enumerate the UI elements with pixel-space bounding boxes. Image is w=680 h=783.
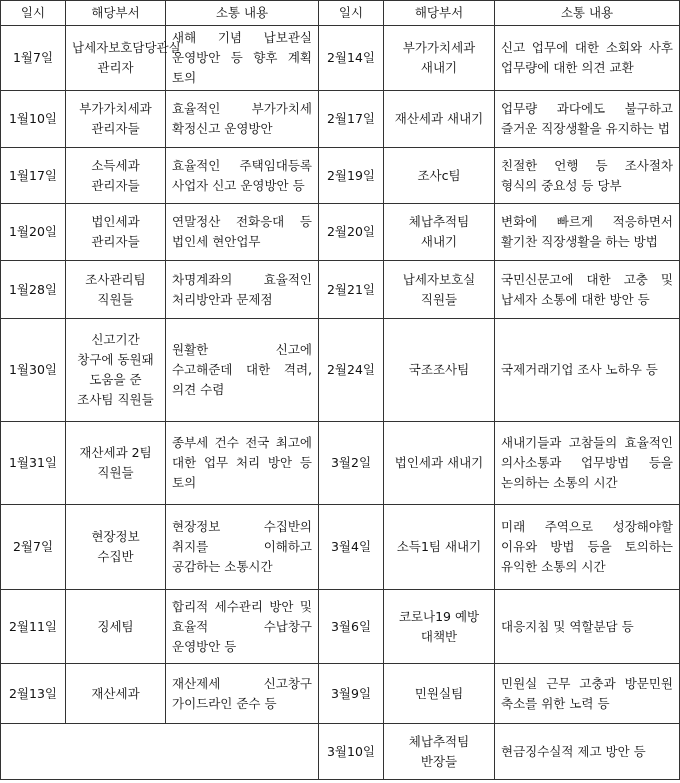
table-row <box>1 590 680 664</box>
content-cell: 효율적인 부가가치세 확정신고 운영방안 <box>166 91 319 148</box>
date-cell: 2월17일 <box>319 91 384 148</box>
table-row <box>1 319 680 422</box>
content-cell: 대응지침 및 역할분담 등 <box>495 590 680 664</box>
table-row <box>1 261 680 319</box>
department-cell: 체납추적팀 반장들 <box>384 724 495 780</box>
date-cell: 3월10일 <box>319 724 384 780</box>
content-cell: 새내기들과 고참들의 효율적인 의사소통과 업무방법 등을 논의하는 소통의 시간 <box>495 422 680 505</box>
header-content: 소통 내용 <box>495 1 680 26</box>
date-cell: 2월24일 <box>319 319 384 422</box>
department-cell: 민원실팀 <box>384 664 495 724</box>
date-cell: 3월9일 <box>319 664 384 724</box>
content-cell: 친절한 언행 등 조사절차 형식의 중요성 등 당부 <box>495 148 680 204</box>
date-cell: 1월20일 <box>1 204 66 261</box>
header-content: 소통 내용 <box>166 1 319 26</box>
date-cell: 1월7일 <box>1 26 66 91</box>
table-row <box>1 505 680 590</box>
department-cell: 재산세과 <box>66 664 166 724</box>
department-cell: 법인세과 새내기 <box>384 422 495 505</box>
content-cell: 민원실 근무 고충과 방문민원 축소를 위한 노력 등 <box>495 664 680 724</box>
department-cell: 납세자보호실 직원들 <box>384 261 495 319</box>
header-row <box>1 1 680 26</box>
date-cell: 2월13일 <box>1 664 66 724</box>
table-row <box>1 148 680 204</box>
content-cell: 현금징수실적 제고 방안 등 <box>495 724 680 780</box>
department-cell: 국조조사팀 <box>384 319 495 422</box>
department-cell: 조사c팀 <box>384 148 495 204</box>
date-cell: 1월17일 <box>1 148 66 204</box>
date-cell: 3월4일 <box>319 505 384 590</box>
date-cell: 2월20일 <box>319 204 384 261</box>
department-cell: 코로나19 예방 대책반 <box>384 590 495 664</box>
department-cell: 납세자보호담당관실 관리자 <box>66 26 166 91</box>
content-cell: 원활한 신고에 수고해준데 대한 격려, 의견 수렴 <box>166 319 319 422</box>
department-cell: 신고기간 창구에 동원돼 도움을 준 조사팀 직원들 <box>66 319 166 422</box>
content-cell: 업무량 과다에도 불구하고 즐거운 직장생활을 유지하는 법 <box>495 91 680 148</box>
content-cell: 효율적인 주택임대등록 사업자 신고 운영방안 등 <box>166 148 319 204</box>
date-cell: 3월2일 <box>319 422 384 505</box>
header-date: 일시 <box>1 1 66 26</box>
content-cell: 종부세 건수 전국 최고에 대한 업무 처리 방안 등 토의 <box>166 422 319 505</box>
content-cell: 변화에 빠르게 적응하면서 활기찬 직장생활을 하는 방법 <box>495 204 680 261</box>
date-cell: 2월21일 <box>319 261 384 319</box>
department-cell: 소득세과 관리자들 <box>66 148 166 204</box>
date-cell: 2월14일 <box>319 26 384 91</box>
header-department: 해당부서 <box>66 1 166 26</box>
department-cell: 법인세과 관리자들 <box>66 204 166 261</box>
content-cell: 미래 주역으로 성장해야할 이유와 방법 등을 토의하는 유익한 소통의 시간 <box>495 505 680 590</box>
table-row <box>1 724 680 780</box>
date-cell: 2월7일 <box>1 505 66 590</box>
date-cell: 3월6일 <box>319 590 384 664</box>
table-row <box>1 204 680 261</box>
header-date: 일시 <box>319 1 384 26</box>
content-cell: 합리적 세수관리 방안 및 효율적 수납창구 운영방안 등 <box>166 590 319 664</box>
content-cell: 국민신문고에 대한 고충 및 납세자 소통에 대한 방안 등 <box>495 261 680 319</box>
table-row <box>1 664 680 724</box>
content-cell: 현장정보 수집반의 취지를 이해하고 공감하는 소통시간 <box>166 505 319 590</box>
department-cell: 재산세과 새내기 <box>384 91 495 148</box>
table-row <box>1 26 680 91</box>
content-cell: 국제거래기업 조사 노하우 등 <box>495 319 680 422</box>
empty-cell <box>1 724 319 780</box>
date-cell: 2월19일 <box>319 148 384 204</box>
date-cell: 1월28일 <box>1 261 66 319</box>
content-cell: 신고 업무에 대한 소회와 사후 업무량에 대한 의견 교환 <box>495 26 680 91</box>
department-cell: 부가가치세과 새내기 <box>384 26 495 91</box>
table-row <box>1 422 680 505</box>
department-cell: 징세팀 <box>66 590 166 664</box>
content-cell: 재산제세 신고창구 가이드라인 준수 등 <box>166 664 319 724</box>
department-cell: 조사관리팀 직원들 <box>66 261 166 319</box>
department-cell: 부가가치세과 관리자들 <box>66 91 166 148</box>
date-cell: 1월10일 <box>1 91 66 148</box>
department-cell: 체납추적팀 새내기 <box>384 204 495 261</box>
table-row <box>1 91 680 148</box>
content-cell: 차명계좌의 효율적인 처리방안과 문제점 <box>166 261 319 319</box>
date-cell: 1월30일 <box>1 319 66 422</box>
department-cell: 재산세과 2팀 직원들 <box>66 422 166 505</box>
header-department: 해당부서 <box>384 1 495 26</box>
department-cell: 소득1팀 새내기 <box>384 505 495 590</box>
content-cell: 새해 기념 납보관실 운영방안 등 향후 계획 토의 <box>166 26 319 91</box>
department-cell: 현장정보 수집반 <box>66 505 166 590</box>
content-cell: 연말정산 전화응대 등 법인세 현안업무 <box>166 204 319 261</box>
date-cell: 2월11일 <box>1 590 66 664</box>
date-cell: 1월31일 <box>1 422 66 505</box>
